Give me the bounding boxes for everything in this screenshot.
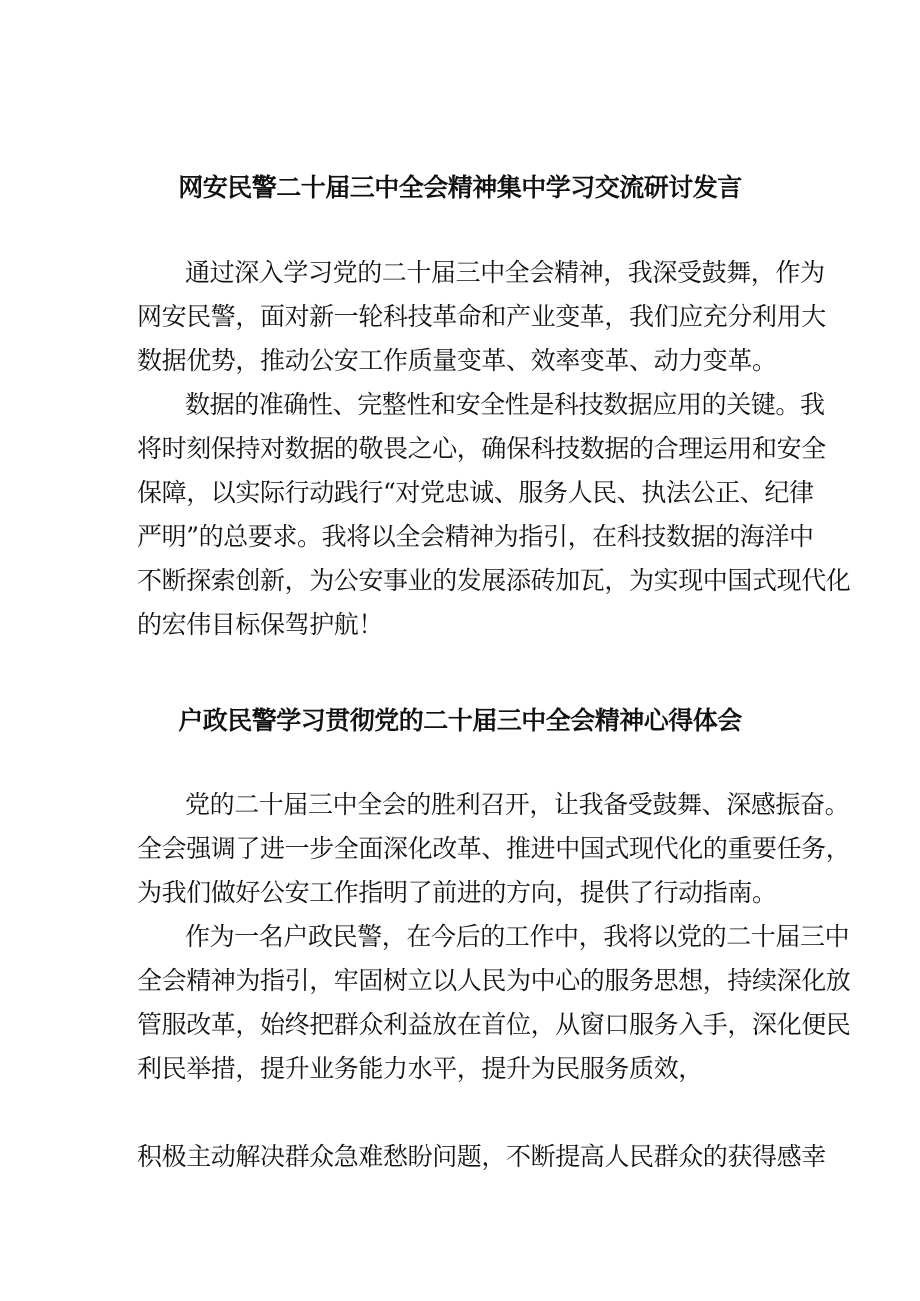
- section2-para2-line: 利民举措，提升业务能力水平，提升为民服务质效，: [137, 1054, 703, 1083]
- section1-para1-line: 通过深入学习党的二十届三中全会精神，我深受鼓舞，作为: [185, 258, 825, 287]
- section1-para2-line: 严明”的总要求。我将以全会精神为指引，在科技数据的海洋中: [137, 522, 814, 551]
- section2-title: 户政民警学习贯彻党的二十届三中全会精神心得体会: [178, 706, 742, 735]
- section1-title: 网安民警二十届三中全会精神集中学习交流研讨发言: [178, 173, 742, 202]
- section1-para1-line: 数据优势，推动公安工作质量变革、效率变革、动力变革。: [137, 346, 777, 375]
- section2-para2-line: 全会精神为指引，牢固树立以人民为中心的服务思想，持续深化放: [137, 966, 851, 995]
- section1-para2-line: 保障，以实际行动践行“对党忠诚、服务人民、执法公正、纪律: [137, 478, 814, 507]
- section2-para2-line: 管服改革，始终把群众利益放在首位，从窗口服务入手，深化便民: [137, 1010, 851, 1039]
- section1-para2-line: 不断探索创新，为公安事业的发展添砖加瓦，为实现中国式现代化: [137, 566, 851, 595]
- section2-para1-line: 党的二十届三中全会的胜利召开，让我备受鼓舞、深感振奋。: [185, 790, 850, 819]
- section2-para1-line: 全会强调了进一步全面深化改革、推进中国式现代化的重要任务，: [137, 834, 851, 863]
- section1-para2-line: 数据的准确性、完整性和安全性是科技数据应用的关键。我: [185, 390, 825, 419]
- section2-para3-line: 积极主动解决群众急难愁盼问题，不断提高人民群众的获得感幸: [137, 1142, 826, 1171]
- section2-para2-line: 作为一名户政民警，在今后的工作中，我将以党的二十届三中: [185, 922, 850, 951]
- section1-para2-line: 将时刻保持对数据的敬畏之心，确保科技数据的合理运用和安全: [137, 434, 826, 463]
- section2-para1-line: 为我们做好公安工作指明了前进的方向，提供了行动指南。: [137, 878, 777, 907]
- section1-para1-line: 网安民警，面对新一轮科技革命和产业变革，我们应充分利用大: [137, 302, 826, 331]
- section1-para2-line: 的宏伟目标保驾护航！: [137, 610, 384, 639]
